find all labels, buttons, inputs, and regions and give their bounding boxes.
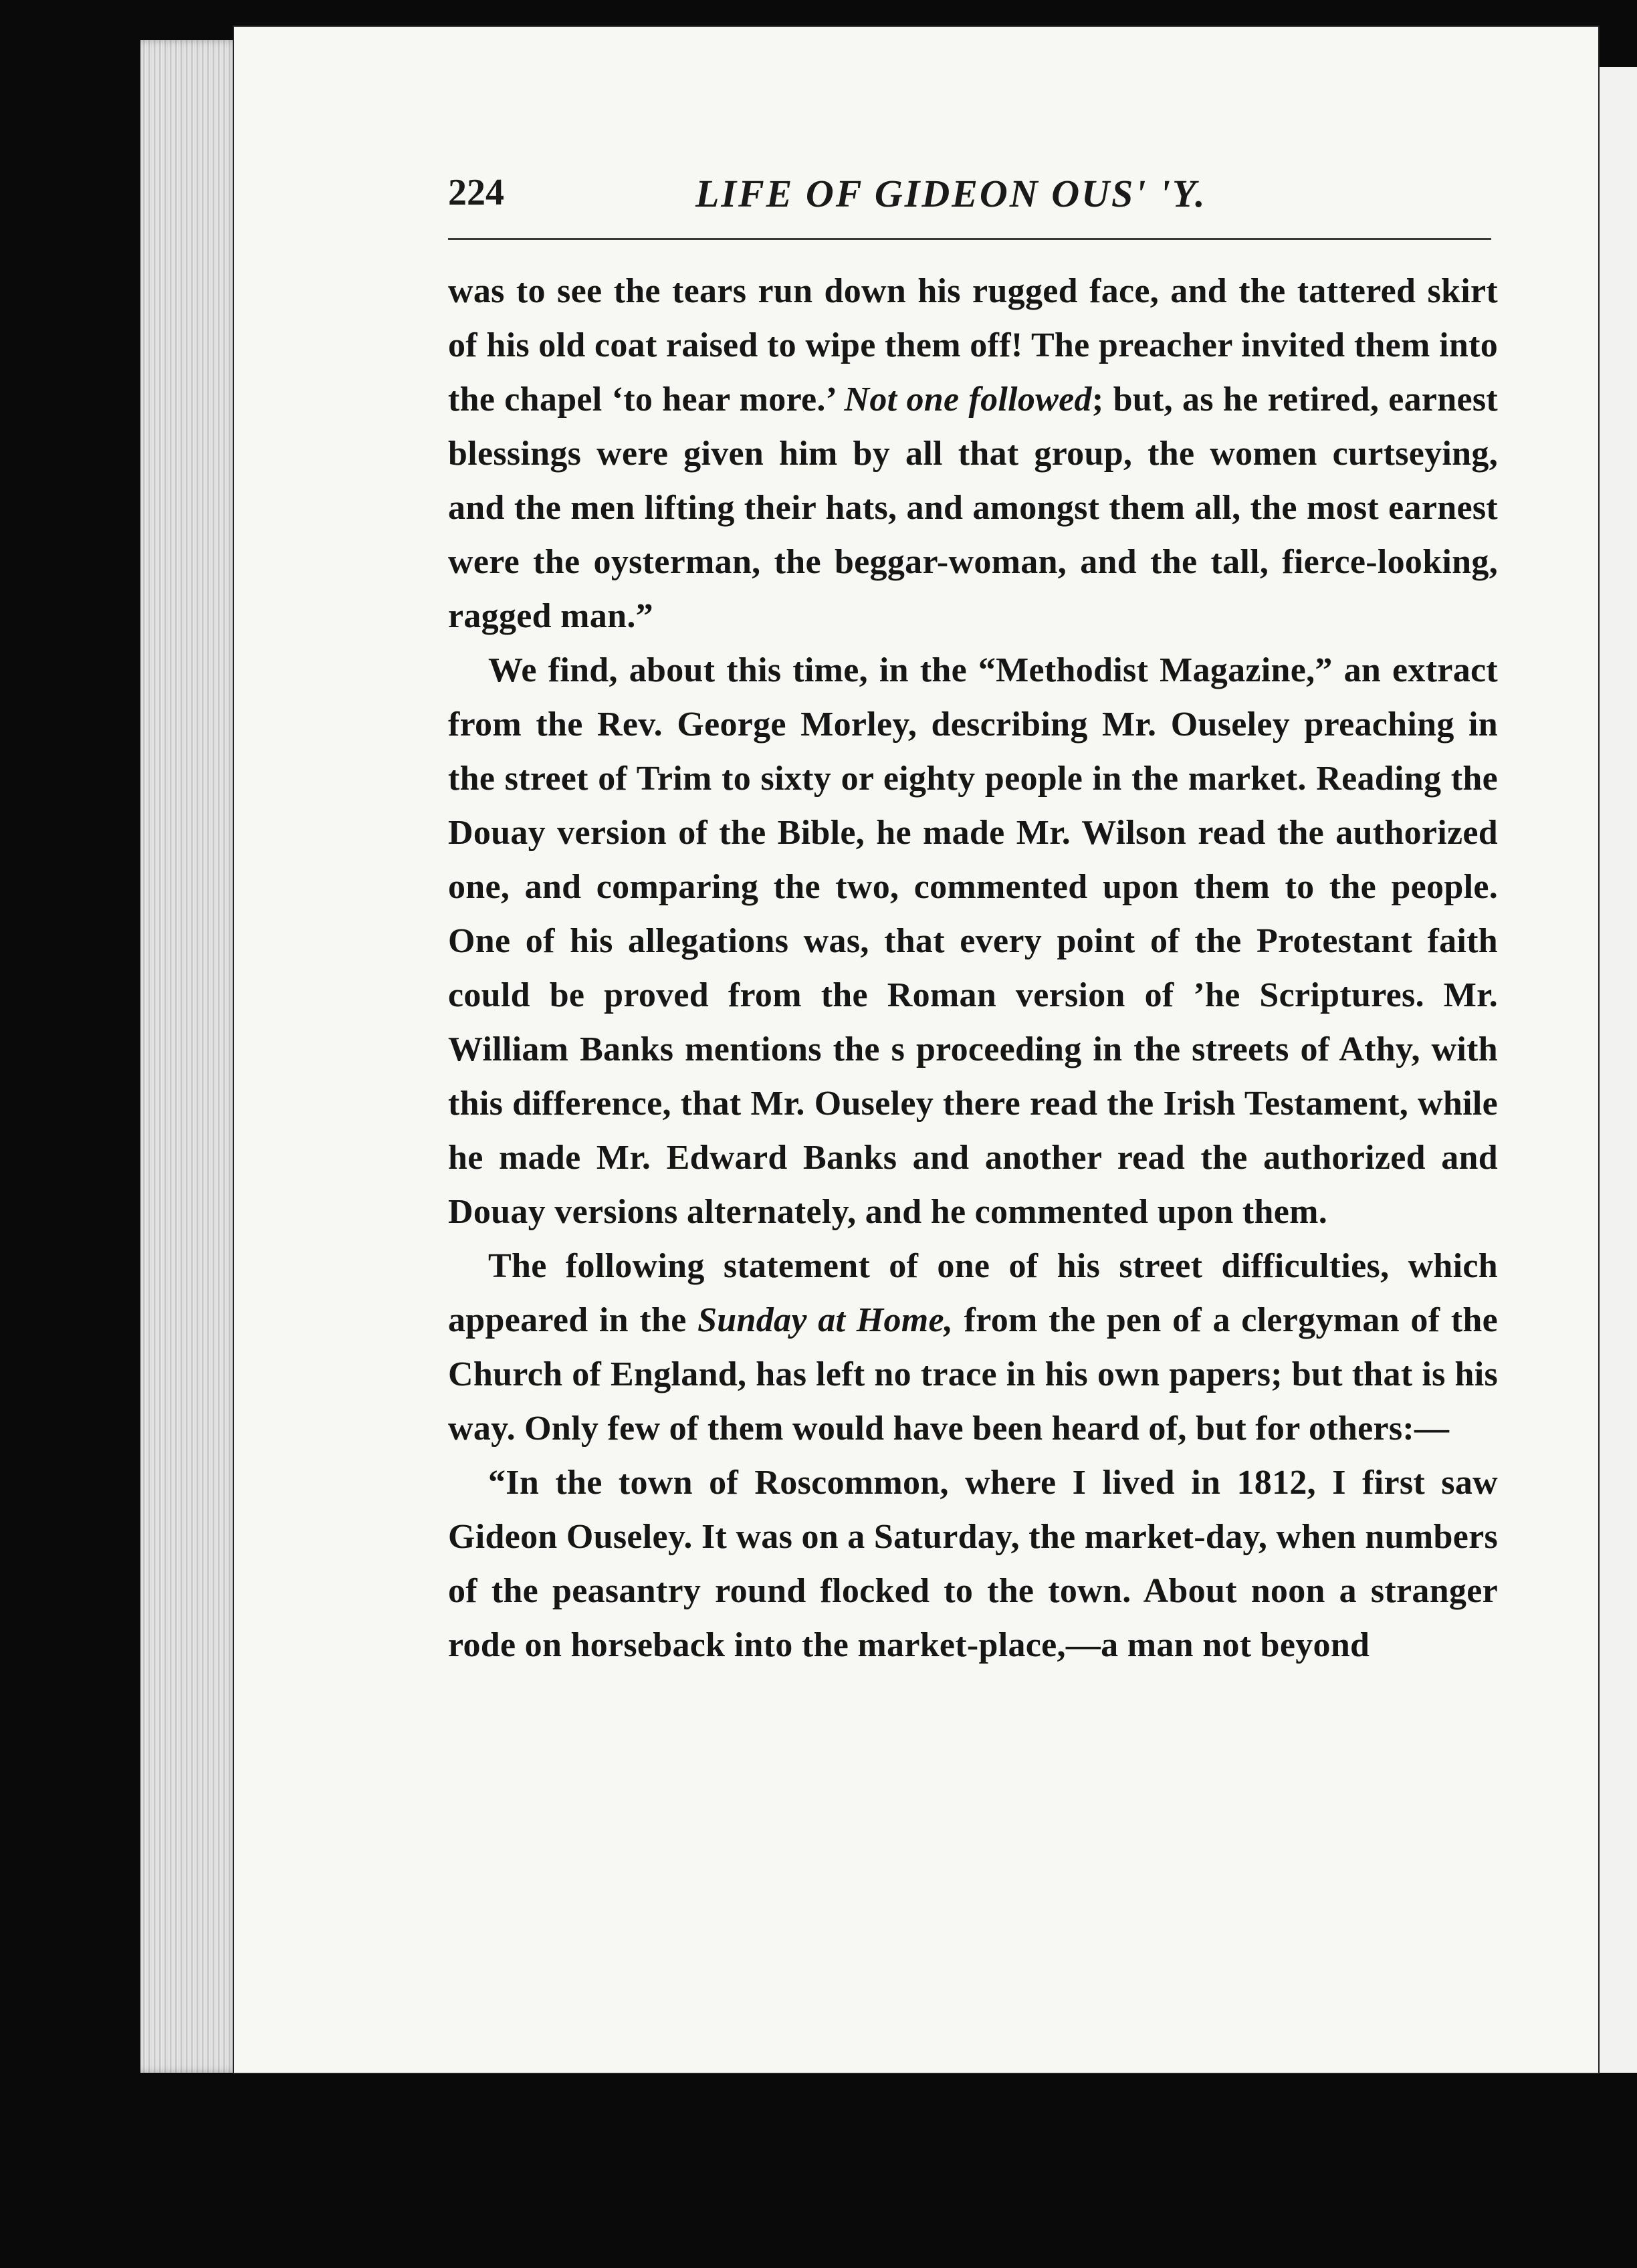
paragraph-3-text: The following statement of one of his street difficulties, which appeared in the (448, 1247, 1498, 1339)
paragraph-2: We find, about this time, in the “Methodist Magazine,” an extract from the Rev. George Morley, describing Mr. Ouseley preaching in the street of Trim to sixty or eighty people in the market. Reading the Douay version of the Bible, he made Mr. Wilson read the authorized one, and comparing the two, commented upon them to the people. One of his allegations was, that every point of the Protestant faith could be proved from the Roman version of ’he Scriptures. Mr. William Banks mentions the s proceeding in the streets of Athy, with this difference, that Mr. Ouseley there read the Irish Testament, while he made Mr. Edward Banks and another read the authorized and Douay versions alternately, and he commented upon them. (448, 651, 1498, 1231)
paragraph-1-italic: Not one followed (844, 380, 1092, 419)
body-text (448, 264, 1498, 2083)
header-rule (448, 238, 1491, 240)
paragraph-3-italic: Sunday at Home, (697, 1301, 954, 1339)
running-head: LIFE OF GIDEON OUS' 'Y. (695, 172, 1207, 215)
paragraph-1 (448, 264, 1498, 643)
page-number: 224 (448, 172, 504, 213)
paragraph-1-text-end: ; but, as he retired, earnest blessings were given him by all that group, the women curtseying, and the men lifting their hats, and amongst them all, the most earnest were the oysterman, the beggar-woman, and the tall, fierce-looking, ragged man.” (448, 380, 1499, 635)
facing-page-strip (1598, 67, 1637, 2073)
paragraph-4: “In the town of Roscommon, where I lived in 1812, I first saw Gideon Ouseley. It was on a Saturday, the market-day, when numbers of the peasantry round flocked to the town. About noon a stranger rode on horseback into the market-place,—a man not beyond (448, 1464, 1498, 1664)
paragraph-1-text: was to see the tears run down his rugged face, and the tattered skirt of his old coat raised to wipe them off! The preacher invited them into the chapel ‘to hear more.’ (448, 272, 1498, 419)
book-page-edges (140, 40, 241, 2073)
page-header (448, 159, 1491, 239)
paragraph-3 (448, 1239, 1498, 1456)
paragraph-3-text-end: from the pen of a clergyman of the Church of England, has left no trace in his own papers; but that is his way. Only few of them would have been heard of, but for others:— (448, 1301, 1498, 1448)
